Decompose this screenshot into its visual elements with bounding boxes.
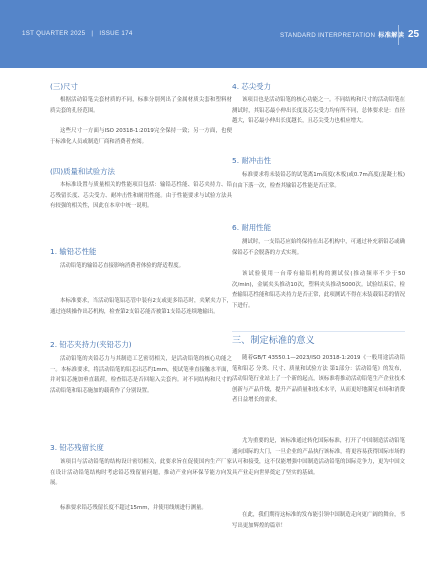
section-title: 2. 铅芯夹持力(夹铅芯力) xyxy=(50,340,132,349)
section-cn-label: 标准解读 xyxy=(378,32,405,39)
paragraph-text: 标准要求将未装铅芯的试笔离1m高度(木板)或0.7m高度(混凝土板)自由下落一次，检查其输铅芯性能是否正常。 xyxy=(232,172,405,189)
section-en-label: STANDARD INTERPRETATION xyxy=(280,32,376,39)
paragraph xyxy=(50,126,232,147)
paragraph-text: 测试时，一支铅芯应始终保持在出芯机构中，可通过补充新铅芯或确保铅芯不会脱落的方式实现。 xyxy=(232,239,405,256)
paragraph xyxy=(50,180,232,212)
paragraph-text: 标准要求铅芯残留长度不超过15mm，并使用线规进行测量。 xyxy=(60,505,207,511)
paragraph xyxy=(50,457,232,489)
section-title: (三)尺寸 xyxy=(50,82,78,91)
paragraph xyxy=(232,237,405,258)
paragraph xyxy=(50,503,232,514)
paragraph-text: 在此，我们期待这标准的发布能引领中国制造走向更广阔的舞台，书写出更加辉煌的篇章！ xyxy=(232,512,405,529)
section-impact xyxy=(232,156,405,166)
section-title: 4. 芯尖受力 xyxy=(232,82,271,91)
paragraph xyxy=(50,95,232,116)
section-title: 5. 耐冲击性 xyxy=(232,156,271,165)
issue-info: 1ST QUARTER 2025 | ISSUE 174 xyxy=(22,30,133,37)
paragraph-text: 这些尺寸一方面与ISO 20318-1:2019完全保持一致；另一方面，也便于标准化人员或制造厂商和消费者查阅。 xyxy=(50,128,232,145)
paragraph xyxy=(232,353,405,406)
section-lead-residual xyxy=(50,443,232,453)
paragraph xyxy=(232,510,405,531)
section-title: 3. 铅芯残留长度 xyxy=(50,443,104,452)
paragraph-text: 该项目也是活动铅笔的核心功能之一。不同结构和尺寸的活动铅笔在测试时，其铅芯最小伸出长度及芯尖受力均有所不同，总体要求是：直径越大，铅芯最小伸出长度越长，且芯尖受力也相应增大。 xyxy=(232,97,405,125)
page-number: 25 xyxy=(398,25,427,45)
page-header xyxy=(0,0,427,68)
paragraph xyxy=(232,170,405,191)
section-lead-holding xyxy=(50,340,232,350)
paragraph xyxy=(232,436,405,478)
paragraph-text: 该项目与活动铅笔的结构设计密切相关，此要求旨在促使国内生产厂家在设计活动铅笔结构时考虑铅芯残留量问题，推动产业向环保节能方向发展。 xyxy=(50,459,232,487)
section-title: 6. 耐用性能 xyxy=(232,223,271,232)
paragraph xyxy=(50,296,232,317)
section-quality xyxy=(50,167,232,177)
section-significance xyxy=(232,335,405,347)
issue-label: ISSUE 174 xyxy=(99,30,133,37)
section-title: 1. 输铅芯性能 xyxy=(50,247,97,256)
paragraph-text: 该试验使用一台带有输铅机构的测试仪(推动频率不少于50次/min)，金属夹头推动10次，塑料夹头推动5000次。试验结束后，检查输铅芯性能和铅芯夹持力是否正常，此项测试不得在未装载铅芯的情况下进行。 xyxy=(232,271,405,309)
section-durability xyxy=(232,223,405,233)
paragraph-text: 活动铅笔的输铅芯直接影响消费者体验的舒适程度。 xyxy=(60,263,184,269)
paragraph-text: 本标准要求，当活动铅笔铅芯管中装有2支或更多铅芯时，夹紧夹力下，通过连续操作出芯机构，检查第2支铅芯能否被第1支铅芯连续地输出。 xyxy=(50,298,232,315)
paragraph xyxy=(232,95,405,127)
section-size xyxy=(50,82,232,92)
paragraph-text: 本标准设置与质量相关的性能项目包括：输铅芯性能、铅芯夹持力、铅芯残留长度、芯尖受力、耐冲击性和耐用性能。由于性能要求与试验方法具有较强的相关性，因此在本章中统一说明。 xyxy=(50,182,232,210)
section-divider xyxy=(232,331,405,332)
section-info xyxy=(280,30,404,39)
paragraph xyxy=(50,354,232,396)
section-tip-force xyxy=(232,82,405,92)
paragraph-text: 根据活动铅笔尖套材质的不同，标准分别列出了金属材质尖套和塑料材质尖套的孔径范围。 xyxy=(50,97,232,114)
section-title: (四)质量和试验方法 xyxy=(50,167,115,176)
paragraph xyxy=(50,261,232,272)
paragraph-text: 活动铅笔的夹铅芯力与其制造工艺密切相关，是活动铅笔的核心功能之一。本标准要求，将活动铅笔的铅芯出芯约1mm，使试笔垂直接触水平面，并对铅芯施加垂直载荷，检查铅芯是否回缩入尖套内。对不同结构和尺寸的活动铅笔和铅芯施加的载荷作了分别设置。 xyxy=(50,356,232,394)
paragraph-text: 尤为重要的是，该标准通过转化国际标准，打开了中国制造活动铅笔通向国际的大门，一旦企业的产品执行该标准，将更容易获得国际市场的认可和接受，这不仅能增强中国制造活动铅笔的国际竞争力，更为中国文具产业走向世界奠定了坚实的基础。 xyxy=(232,438,405,476)
paragraph-text: 随着GB/T 43550.1—2023/ISO 20318-1:2019《一般用途活动铅笔和铅芯 分类、尺寸、质量和试验方法 第1部分：活动铅笔》的发布，活动铅笔行业站上了一个新的起点，该标准将推动活动铅笔生产企业技术创新与产品升级，提升产品质量和技术水平，从而更好地满足市场和消费者日益增长的需求。 xyxy=(232,355,405,404)
paragraph xyxy=(232,269,405,311)
section-heading: 三、制定标准的意义 xyxy=(232,335,315,346)
quarter-label: 1ST QUARTER 2025 xyxy=(22,30,86,37)
section-lead-feeding xyxy=(50,247,232,257)
